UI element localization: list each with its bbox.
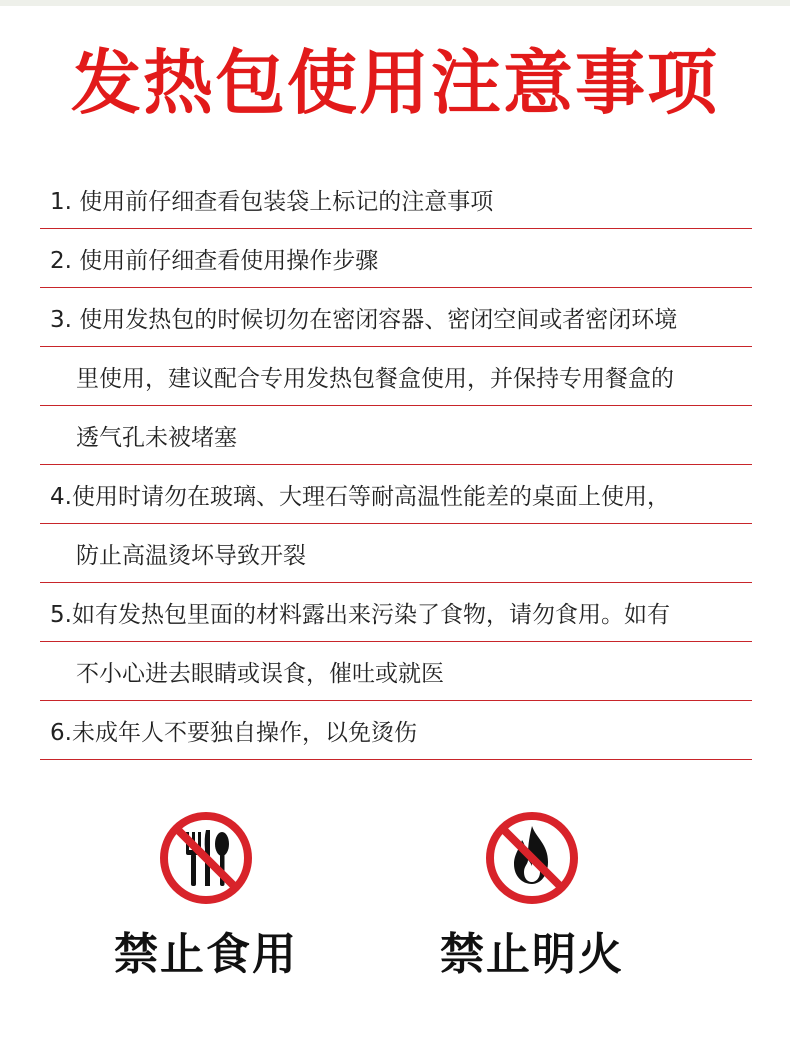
- no-eating-icon: [158, 810, 254, 906]
- note-line: 5.如有发热包里面的材料露出来污染了食物，请勿食用。如有: [40, 583, 752, 642]
- no-fire-sign: [412, 810, 652, 982]
- note-line-continued: 里使用，建议配合专用发热包餐盒使用，并保持专用餐盒的: [40, 347, 752, 406]
- no-eating-sign: [86, 810, 326, 982]
- note-line: 4.使用时请勿在玻璃、大理石等耐高温性能差的桌面上使用，: [40, 465, 752, 524]
- page-title: 发热包使用注意事项: [71, 41, 719, 124]
- top-strip: [0, 0, 790, 6]
- note-line: 6.未成年人不要独自操作，以免烫伤: [40, 701, 752, 760]
- warning-signs: [0, 810, 790, 1030]
- note-line: 3. 使用发热包的时候切勿在密闭容器、密闭空间或者密闭环境: [40, 288, 752, 347]
- no-eating-label: 禁止食用: [114, 929, 298, 980]
- no-open-flame-icon: [484, 810, 580, 906]
- note-line-continued: 透气孔未被堵塞: [40, 406, 752, 465]
- notes-list: [40, 170, 752, 760]
- note-line-continued: 防止高温烫坏导致开裂: [40, 524, 752, 583]
- note-line: 1. 使用前仔细查看包装袋上标记的注意事项: [40, 170, 752, 229]
- note-line: 2. 使用前仔细查看使用操作步骤: [40, 229, 752, 288]
- no-fire-label: 禁止明火: [440, 929, 624, 980]
- note-line-continued: 不小心进去眼睛或误食，催吐或就医: [40, 642, 752, 701]
